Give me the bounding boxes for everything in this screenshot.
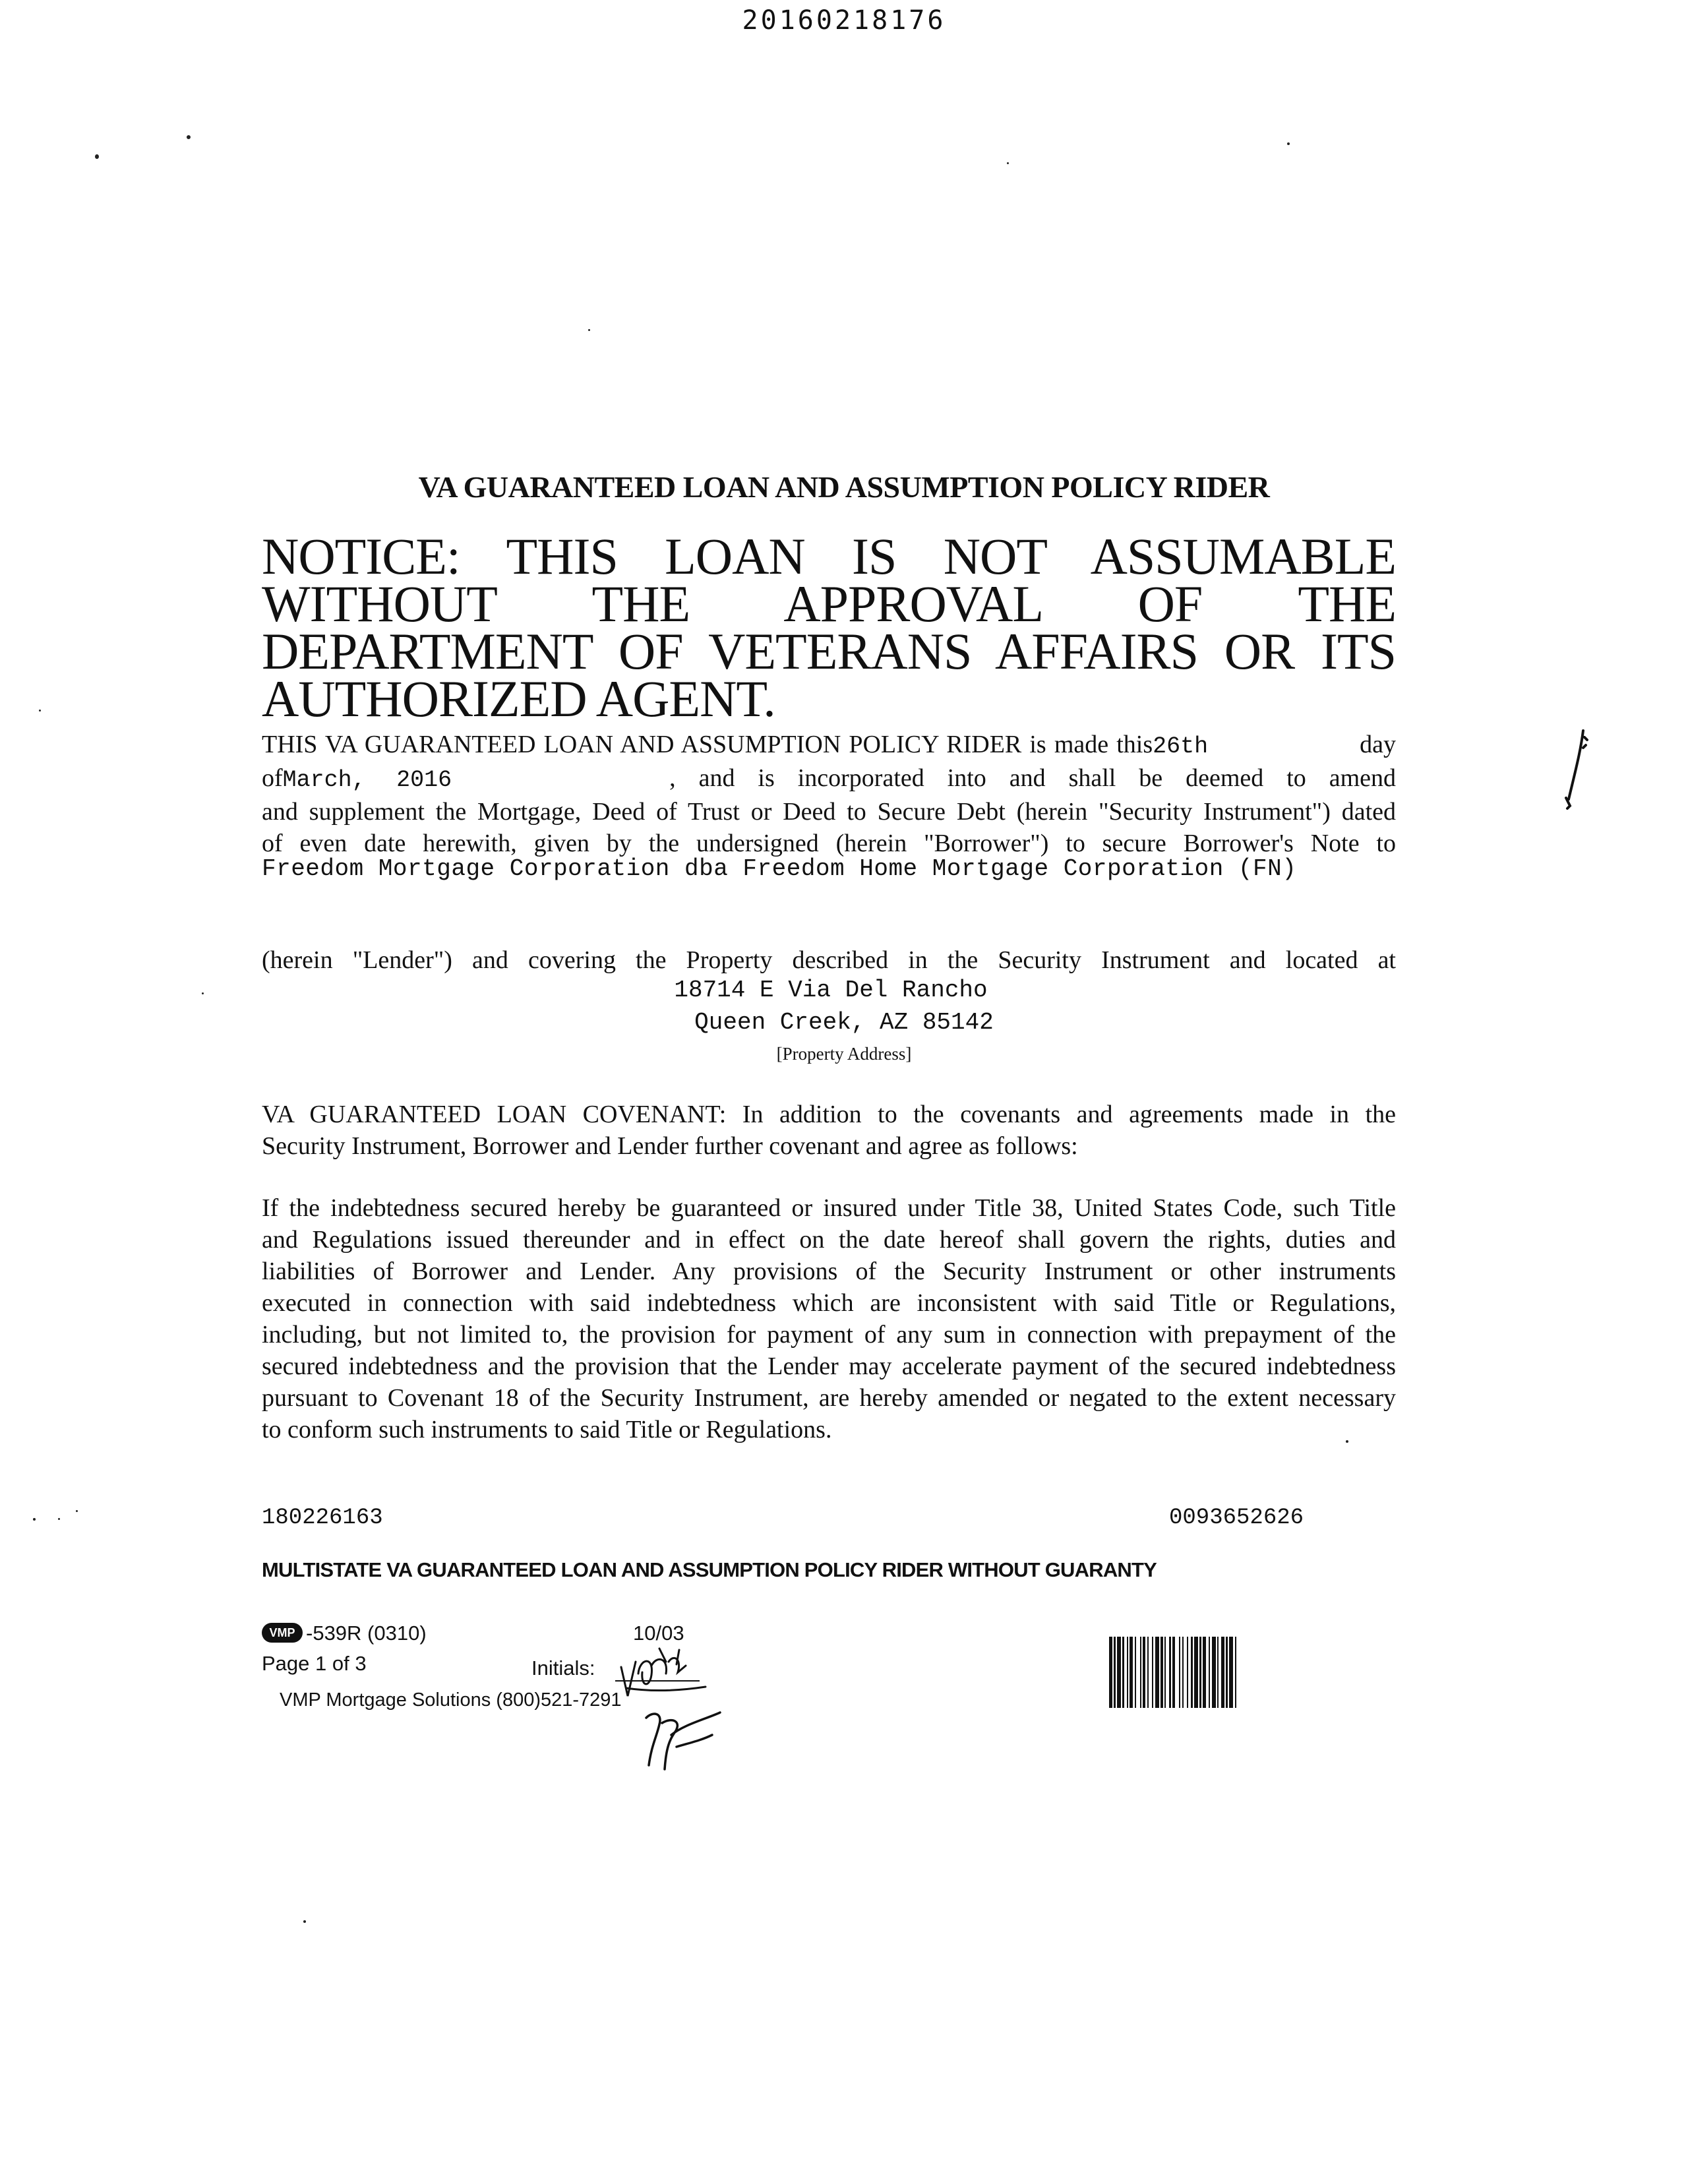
form-code: -539R (0310) [306, 1622, 427, 1645]
covenant-line-2: Security Instrument, Borrower and Lender further covenant and agree as follows: [262, 1132, 1078, 1160]
body-line-1: If the indebtedness secured hereby be guaranteed or insured under Title 38, United States Code, such Title [262, 1194, 1396, 1222]
day-field: 26th [1153, 733, 1209, 760]
property-address-line-1: 18714 E Via Del Rancho [674, 977, 988, 1004]
loan-number-left: 180226163 [262, 1505, 383, 1531]
scan-speck [588, 329, 590, 331]
scan-speck [303, 1920, 306, 1923]
document-title: VA GUARANTEED LOAN AND ASSUMPTION POLICY RIDER [418, 470, 1270, 504]
initials-label: Initials: [531, 1656, 595, 1680]
intro-line-2-text: , and is incorporated into and shall be deemed to amend [669, 764, 1397, 792]
intro-line-1-end: day [1360, 731, 1396, 758]
body-line-2: and Regulations issued thereunder and in effect on the date hereof shall govern the rights, duties and [262, 1226, 1396, 1254]
handwritten-initials-icon [633, 1705, 725, 1777]
lender-name: Freedom Mortgage Corporation dba Freedom Home Mortgage Corporation (FN) [262, 855, 1297, 882]
vmp-logo: VMP [262, 1623, 303, 1643]
intro-line-2 [262, 762, 1396, 796]
scan-speck [39, 710, 41, 712]
barcode-icon [1108, 1637, 1396, 1708]
lender-paragraph [262, 944, 1396, 976]
intro-line-1-text: THIS VA GUARANTEED LOAN AND ASSUMPTION POLICY RIDER is made this [262, 731, 1153, 758]
initials-signature-icon [613, 1635, 712, 1714]
property-address-line-2: Queen Creek, AZ 85142 [694, 1009, 994, 1036]
scan-speck [95, 154, 99, 159]
margin-mark-icon [1559, 725, 1592, 811]
covenant-line-1: VA GUARANTEED LOAN COVENANT: In addition to the covenants and agreements made in the [262, 1101, 1396, 1128]
lender-para-line: (herein "Lender") and covering the Property described in the Security Instrument and located at [262, 946, 1396, 974]
form-name: MULTISTATE VA GUARANTEED LOAN AND ASSUMPTION POLICY RIDER WITHOUT GUARANTY [262, 1558, 1157, 1581]
scan-speck [33, 1518, 36, 1521]
intro-line-2-start: of [262, 764, 283, 792]
recording-number: 20160218176 [742, 5, 946, 36]
property-address-caption: [Property Address] [776, 1044, 912, 1064]
scan-speck [58, 1518, 60, 1520]
loan-number-right: 0093652626 [1169, 1505, 1304, 1531]
scan-speck [187, 135, 191, 139]
vmp-contact: VMP Mortgage Solutions (800)521-7291 [280, 1689, 622, 1711]
scan-speck [76, 1510, 78, 1512]
intro-line-4: of even date herewith, given by the undersigned (herein "Borrower") to secure Borrower's Note to [262, 830, 1396, 857]
title-38-paragraph [262, 1192, 1396, 1445]
date-field: March, 2016 [282, 767, 452, 793]
page-number: Page 1 of 3 [262, 1652, 367, 1675]
covenant-paragraph [262, 1099, 1396, 1162]
intro-line-3: and supplement the Mortgage, Deed of Trust or Deed to Secure Debt (herein "Security Instrument") dated [262, 798, 1396, 826]
scan-speck [1007, 162, 1009, 164]
body-line-4: executed in connection with said indebtedness which are inconsistent with said Title or Regulations, [262, 1289, 1396, 1317]
intro-line-1 [262, 729, 1396, 762]
body-line-8: to conform such instruments to said Title or Regulations. [262, 1416, 832, 1443]
scan-speck [1287, 142, 1290, 145]
assumption-notice: NOTICE: THIS LOAN IS NOT ASSUMABLE WITHOUT THE APPROVAL OF THE DEPARTMENT OF VETERANS AFFAIRS OR ITS AUTHORIZED AGENT. [262, 528, 1396, 727]
body-line-7: pursuant to Covenant 18 of the Security Instrument, are hereby amended or negated to the extent necessary [262, 1384, 1396, 1412]
body-line-3: liabilities of Borrower and Lender. Any provisions of the Security Instrument or other instruments [262, 1258, 1396, 1285]
form-date: 10/03 [633, 1622, 684, 1645]
intro-paragraph [262, 729, 1396, 859]
body-line-6: secured indebtedness and the provision that the Lender may accelerate payment of the secured indebtedness [262, 1352, 1396, 1380]
body-line-5: including, but not limited to, the provision for payment of any sum in connection with prepayment of the [262, 1321, 1396, 1349]
